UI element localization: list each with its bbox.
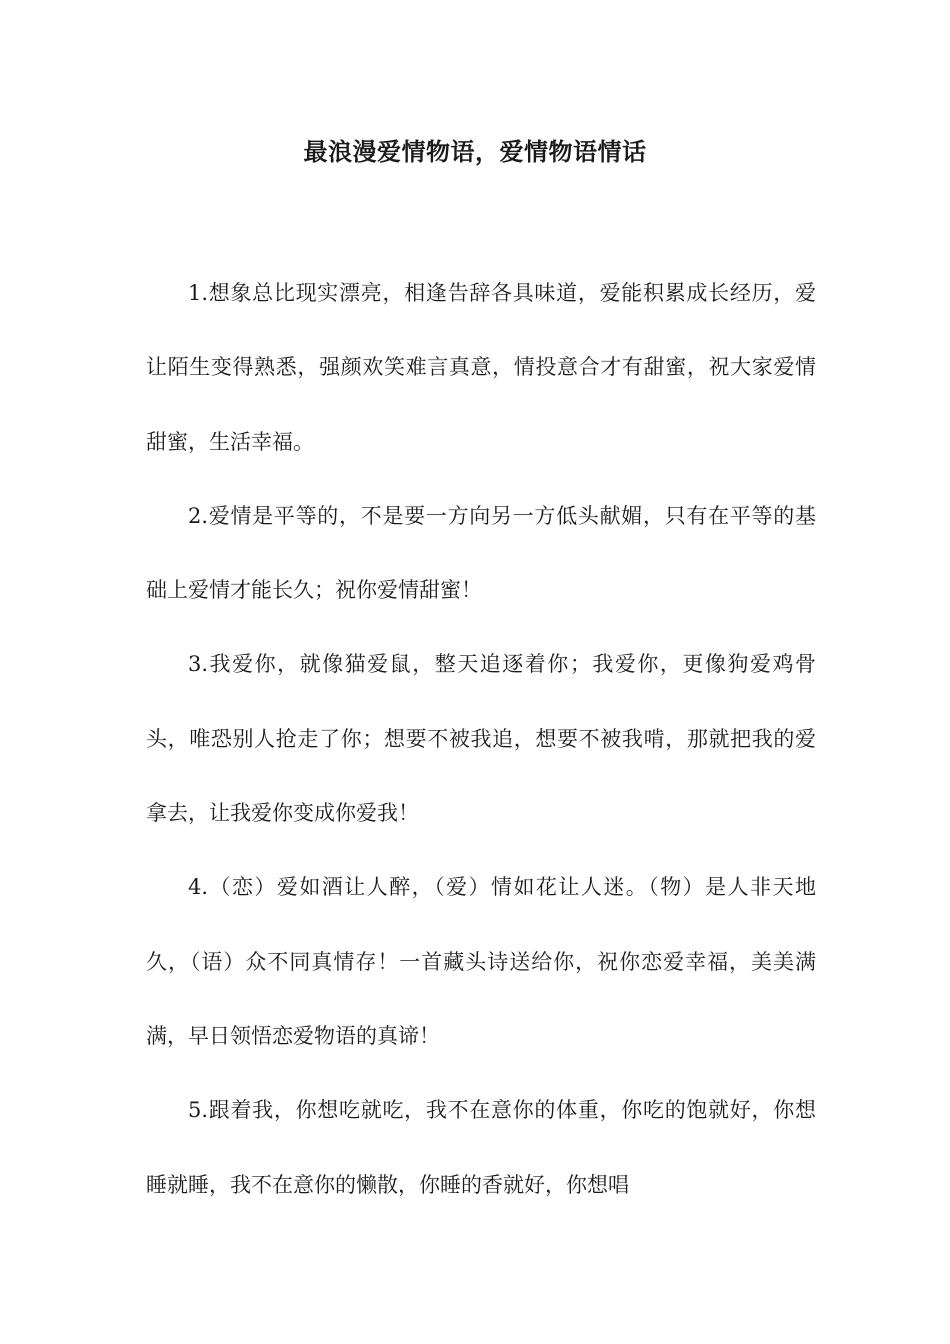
paragraph-1: 1.想象总比现实漂亮，相逢告辞各具味道，爱能积累成长经历，爱让陌生变得熟悉，强颜欢笑难言真意，情投意合才有甜蜜，祝大家爱情甜蜜，生活幸福。 [146,281,816,454]
document-title: 最浪漫爱情物语，爱情物语情话 [303,137,647,166]
document-body [146,256,816,1222]
paragraph-4: 4.（恋）爱如酒让人醉，（爱）情如花让人迷。（物）是人非天地久，（语）众不同真情存！一首藏头诗送给你，祝你恋爱幸福，美美满满，早日领悟恋爱物语的真谛！ [146,875,816,1048]
paragraph-5: 5.跟着我，你想吃就吃，我不在意你的体重，你吃的饱就好，你想睡就睡，我不在意你的懒散，你睡的香就好，你想唱 [146,1098,816,1197]
paragraph-2: 2.爱情是平等的，不是要一方向另一方低头献媚，只有在平等的基础上爱情才能长久；祝你爱情甜蜜！ [146,503,816,603]
paragraph-3: 3.我爱你，就像猫爱鼠，整天追逐着你；我爱你，更像狗爱鸡骨头，唯恐别人抢走了你；想要不被我追，想要不被我啃，那就把我的爱拿去，让我爱你变成你爱我！ [146,652,816,826]
